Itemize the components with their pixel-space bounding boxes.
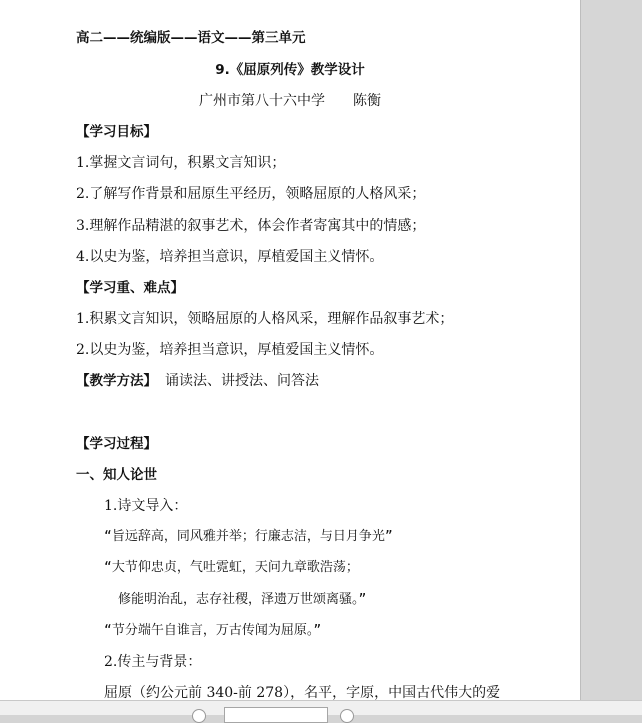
section-method-heading: 【教学方法】	[76, 373, 157, 389]
poem-line: “旨远辞高，同风雅并举；行廉志洁，与日月争光”	[104, 529, 393, 544]
doc-author: 广州市第八十六中学 陈衡	[199, 93, 381, 109]
method-line	[76, 372, 319, 390]
poem-line: “大节仰忠贞，气吐霓虹，天问九章歌浩荡；	[104, 560, 359, 575]
side-panel	[581, 0, 642, 700]
section-process-heading: 【学习过程】	[76, 436, 157, 452]
part-heading: 一、知人论世	[76, 467, 157, 483]
goal-item: 2.了解写作背景和屈原生平经历，领略屈原的人格风采；	[76, 186, 426, 202]
bio-text: 屈原（约公元前 340-前 278），名平，字原，中国古代伟大的爱	[104, 685, 501, 700]
goal-item: 4.以史为鉴，培养担当意识，厚植爱国主义情怀。	[76, 249, 384, 265]
sub-heading: 1.诗文导入：	[104, 498, 188, 514]
key-item: 2.以史为鉴，培养担当意识，厚植爱国主义情怀。	[76, 342, 384, 358]
goal-item: 3.理解作品精湛的叙事艺术，体会作者寄寓其中的情感；	[76, 218, 426, 234]
zoom-out-button[interactable]	[192, 709, 206, 723]
section-goals-heading: 【学习目标】	[76, 124, 157, 140]
poem-line: 修能明治乱，志存社稷，泽遗万世颂离骚。”	[118, 592, 367, 607]
zoom-in-button[interactable]	[340, 709, 354, 723]
key-item: 1.积累文言知识，领略屈原的人格风采，理解作品叙事艺术；	[76, 311, 454, 327]
poem-line: “节分端午自谁言，万古传闻为屈原。”	[104, 623, 322, 638]
section-key-heading: 【学习重、难点】	[76, 280, 184, 296]
doc-header: 高二——统编版——语文——第三单元	[76, 30, 306, 46]
status-bar	[0, 700, 642, 715]
sub-heading: 2.传主与背景：	[104, 654, 202, 670]
goal-item: 1.掌握文言词句，积累文言知识；	[76, 155, 286, 171]
doc-title: 9.《屈原列传》教学设计	[215, 62, 365, 78]
method-text: 诵读法、讲授法、问答法	[165, 373, 319, 389]
page-number-field[interactable]	[224, 707, 328, 723]
